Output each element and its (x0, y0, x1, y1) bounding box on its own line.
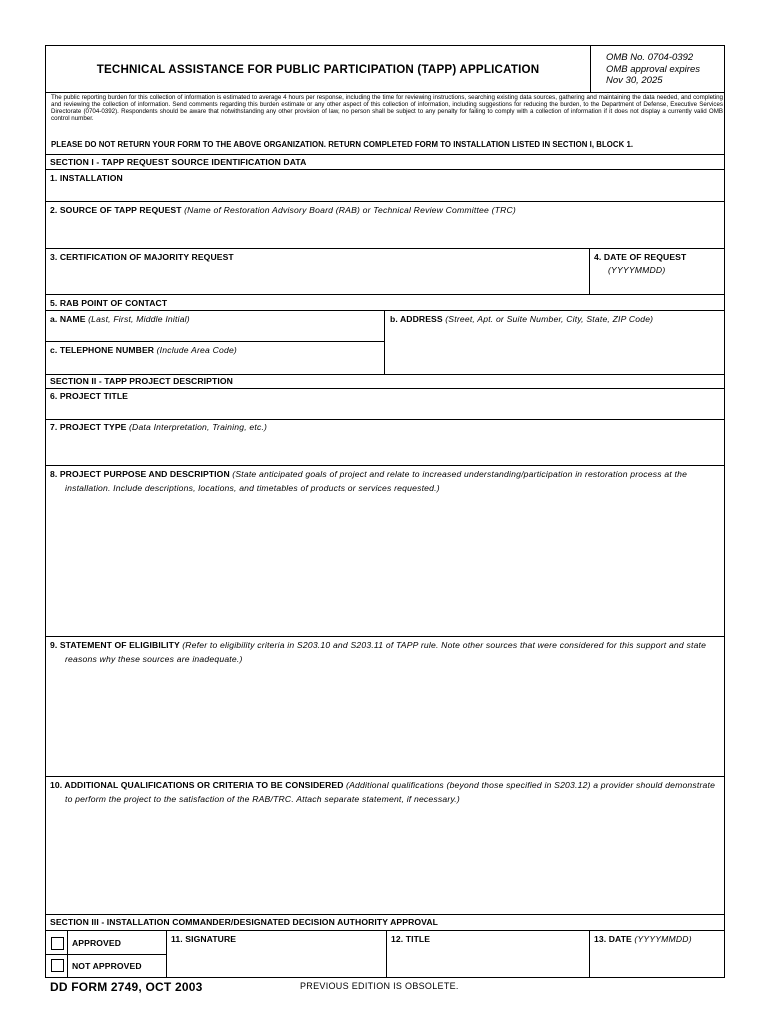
title-field[interactable]: 12. TITLE (391, 934, 431, 944)
field-note: (YYYYMMDD) (608, 265, 666, 275)
field-label: c. TELEPHONE NUMBER (50, 345, 155, 355)
signature-field[interactable]: 11. SIGNATURE (171, 934, 237, 944)
tapp-form (45, 45, 725, 978)
divider (46, 248, 724, 249)
field-note: (Last, First, Middle Initial) (88, 314, 190, 324)
divider (46, 776, 724, 777)
not-approved-label: NOT APPROVED (72, 961, 142, 971)
divider (46, 201, 724, 202)
project-type-field[interactable] (50, 422, 267, 432)
divider (46, 154, 724, 155)
approval-date-field[interactable] (594, 934, 692, 944)
omb-date: Nov 30, 2025 (606, 75, 663, 86)
contact-name-field[interactable] (50, 314, 190, 324)
divider (46, 636, 724, 637)
project-purpose-field[interactable] (50, 467, 720, 495)
field-note: (Name of Restoration Advisory Board (RAB) or Technical Review Committee (TRC) (184, 205, 516, 215)
divider (384, 310, 385, 374)
divider (166, 930, 167, 977)
divider (46, 341, 384, 342)
section-3-heading: SECTION III - INSTALLATION COMMANDER/DESIGNATED DECISION AUTHORITY APPROVAL (50, 917, 439, 927)
section-2-heading: SECTION II - TAPP PROJECT DESCRIPTION (50, 376, 233, 386)
omb-info (606, 52, 700, 87)
field-label: 2. SOURCE OF TAPP REQUEST (50, 205, 182, 215)
divider (46, 465, 724, 466)
additional-qualifications-field[interactable] (50, 778, 725, 806)
form-id: DD FORM 2749, OCT 2003 (50, 980, 203, 994)
date-format-note (608, 265, 665, 275)
field-label: a. NAME (50, 314, 86, 324)
field-note: (Data Interpretation, Training, etc.) (128, 422, 268, 432)
divider (386, 930, 387, 977)
certification-field[interactable]: 3. CERTIFICATION OF MAJORITY REQUEST (50, 252, 234, 262)
form-title: TECHNICAL ASSISTANCE FOR PUBLIC PARTICIPATION (TAPP) APPLICATION (96, 62, 540, 76)
divider (46, 930, 724, 931)
field-label: 7. PROJECT TYPE (50, 422, 127, 432)
field-note: (YYYYMMDD) (634, 934, 692, 944)
field-label: 10. ADDITIONAL QUALIFICATIONS OR CRITERIA TO BE CONSIDERED (50, 780, 344, 790)
divider (589, 930, 590, 977)
edition-notice: PREVIOUS EDITION IS OBSOLETE. (300, 981, 459, 991)
divider (46, 954, 166, 955)
field-note: (Include Area Code) (156, 345, 237, 355)
source-of-request-field[interactable] (50, 205, 516, 215)
divider (589, 248, 590, 294)
divider (46, 374, 724, 375)
field-note: (State anticipated goals of project and relate to increased understanding/participation in restoration process at the installation. Include descriptions, locations, and timetables of products or services requested.) (65, 469, 688, 493)
date-of-request-field[interactable]: 4. DATE OF REQUEST (594, 252, 687, 262)
field-note: (Additional qualifications (beyond those specified in S203.12) a provider should demonstrate to perform the project to the satisfaction of the RAB/TRC. Attach separate statement, if necessary.) (65, 780, 716, 804)
field-label: 9. STATEMENT OF ELIGIBILITY (50, 640, 180, 650)
return-notice: PLEASE DO NOT RETURN YOUR FORM TO THE ABOVE ORGANIZATION. RETURN COMPLETED FORM TO INSTALLATION LISTED IN SECTION I, BLOCK 1. (51, 140, 634, 149)
installation-field[interactable]: 1. INSTALLATION (50, 173, 123, 183)
divider (46, 92, 724, 93)
divider (46, 388, 724, 389)
telephone-field[interactable] (50, 345, 237, 355)
field-note: (Street, Apt. or Suite Number, City, State, ZIP Code) (445, 314, 654, 324)
eligibility-field[interactable] (50, 638, 725, 666)
field-label: 8. PROJECT PURPOSE AND DESCRIPTION (50, 469, 230, 479)
divider (46, 914, 724, 915)
divider (46, 294, 724, 295)
omb-number: OMB No. 0704-0392 (606, 52, 694, 63)
approved-checkbox[interactable] (51, 937, 64, 950)
divider (46, 419, 724, 420)
section-1-heading: SECTION I - TAPP REQUEST SOURCE IDENTIFICATION DATA (50, 157, 307, 167)
not-approved-checkbox[interactable] (51, 959, 64, 972)
rab-contact-heading: 5. RAB POINT OF CONTACT (50, 298, 168, 308)
divider (46, 310, 724, 311)
field-label: b. ADDRESS (390, 314, 443, 324)
approved-label: APPROVED (72, 938, 122, 948)
omb-approval: OMB approval expires (606, 63, 700, 75)
field-label: 13. DATE (594, 934, 632, 944)
contact-address-field[interactable] (390, 314, 653, 324)
field-note: (Refer to eligibility criteria in S203.10 and S203.11 of TAPP rule. Note other sources that were considered for this support and state reasons why these sources are inadequate.) (65, 640, 707, 664)
project-title-field[interactable]: 6. PROJECT TITLE (50, 391, 128, 401)
divider (590, 46, 591, 92)
burden-statement: The public reporting burden for this collection of information is estimated to average 4 hours per response, including the time for reviewing instructions, searching existing data sources, gathering and maintaining the data needed, and completing and reviewing the collection of information. Send comments regarding this burden estimate or any other aspect of this collection of information, including suggestions for reducing the burden, to the Department of Defense, Executive Services Directorate (0704-0392). Respondents should be aware that notwithstanding any other provision of law, no person shall be subject to any penalty for failing to comply with a collection of information if it does not display a currently valid OMB control number. (51, 94, 723, 122)
divider (46, 169, 724, 170)
